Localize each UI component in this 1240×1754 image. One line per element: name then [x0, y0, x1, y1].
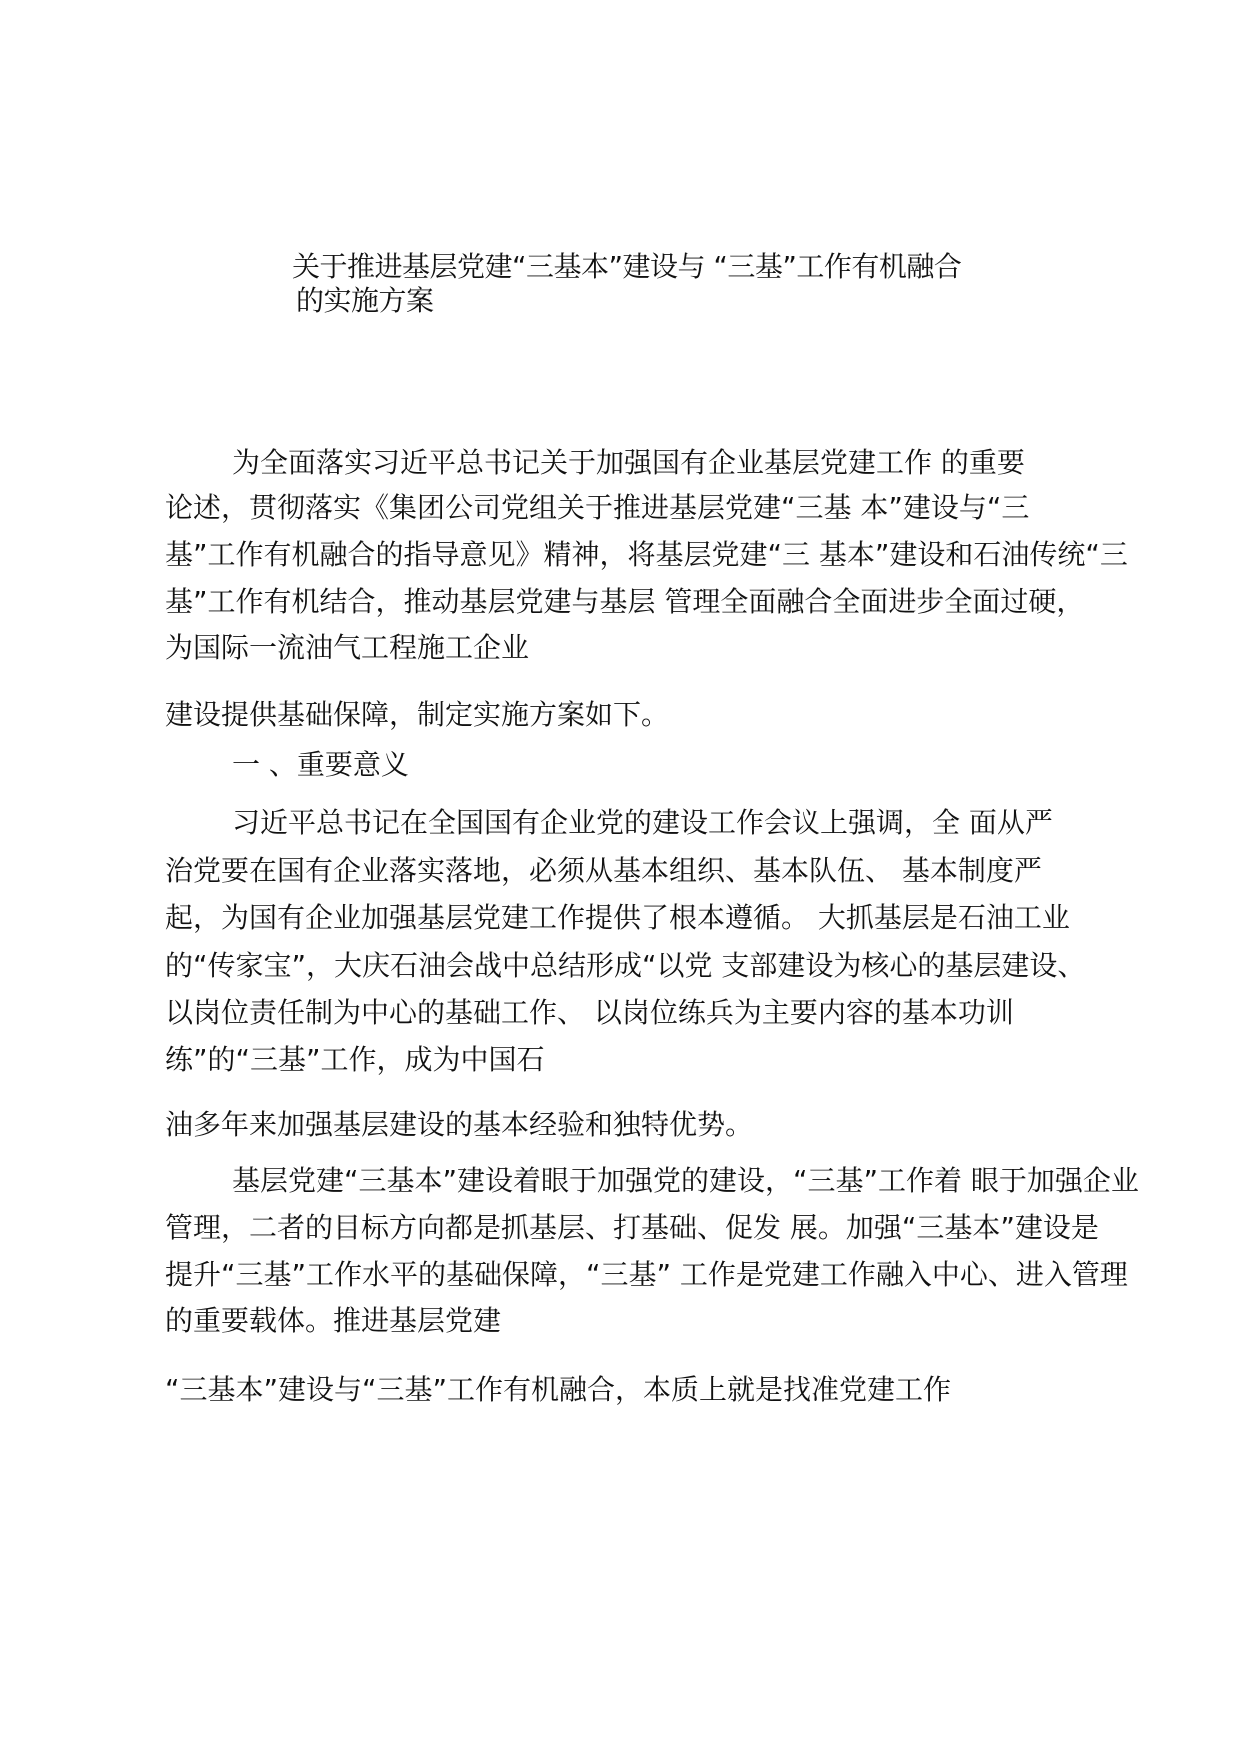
section-heading: 一 、重要意义	[232, 748, 409, 781]
document-title-line-2: 的实施方案	[296, 284, 434, 317]
paragraph-line: 的“传家宝”，大庆石油会战中总结形成“以党 支部建设为核心的基层建设、	[165, 949, 1086, 982]
paragraph-line: 油多年来加强基层建设的基本经验和独特优势。	[165, 1108, 754, 1141]
paragraph-line: 论述，贯彻落实《集团公司党组关于推进基层党建“三基 本”建设与“三	[165, 491, 1030, 524]
paragraph-line: 为国际一流油气工程施工企业	[165, 631, 530, 664]
paragraph-line: 基层党建“三基本”建设着眼于加强党的建设，“三基”工作着 眼于加强企业	[232, 1164, 1139, 1197]
paragraph-line: 提升“三基”工作水平的基础保障，“三基” 工作是党建工作融入中心、进入管理	[165, 1258, 1128, 1291]
paragraph-line: “三基本”建设与“三基”工作有机融合，本质上就是找准党建工作	[165, 1373, 952, 1406]
paragraph-line: 习近平总书记在全国国有企业党的建设工作会议上强调，全 面从严	[232, 806, 1053, 839]
paragraph-line: 治党要在国有企业落实落地，必须从基本组织、基本队伍、 基本制度严	[165, 854, 1042, 887]
paragraph-line: 的重要载体。推进基层党建	[165, 1304, 502, 1337]
paragraph-line: 起，为国有企业加强基层党建工作提供了根本遵循。 大抓基层是石油工业	[165, 901, 1070, 934]
paragraph-line: 管理，二者的目标方向都是抓基层、打基础、促发 展。加强“三基本”建设是	[165, 1211, 1099, 1244]
paragraph-line: 为全面落实习近平总书记关于加强国有企业基层党建工作 的重要	[232, 446, 1025, 479]
paragraph-line: 基”工作有机融合的指导意见》精神，将基层党建“三 基本”建设和石油传统“三	[165, 538, 1128, 571]
paragraph-line: 建设提供基础保障，制定实施方案如下。	[165, 698, 670, 731]
paragraph-line: 基”工作有机结合，推动基层党建与基层 管理全面融合全面进步全面过硬，	[165, 585, 1085, 618]
paragraph-line: 练”的“三基”工作，成为中国石	[165, 1043, 545, 1076]
document-title-line-1: 关于推进基层党建“三基本”建设与 “三基”工作有机融合	[292, 250, 962, 283]
paragraph-line: 以岗位责任制为中心的基础工作、 以岗位练兵为主要内容的基本功训	[165, 996, 1014, 1029]
